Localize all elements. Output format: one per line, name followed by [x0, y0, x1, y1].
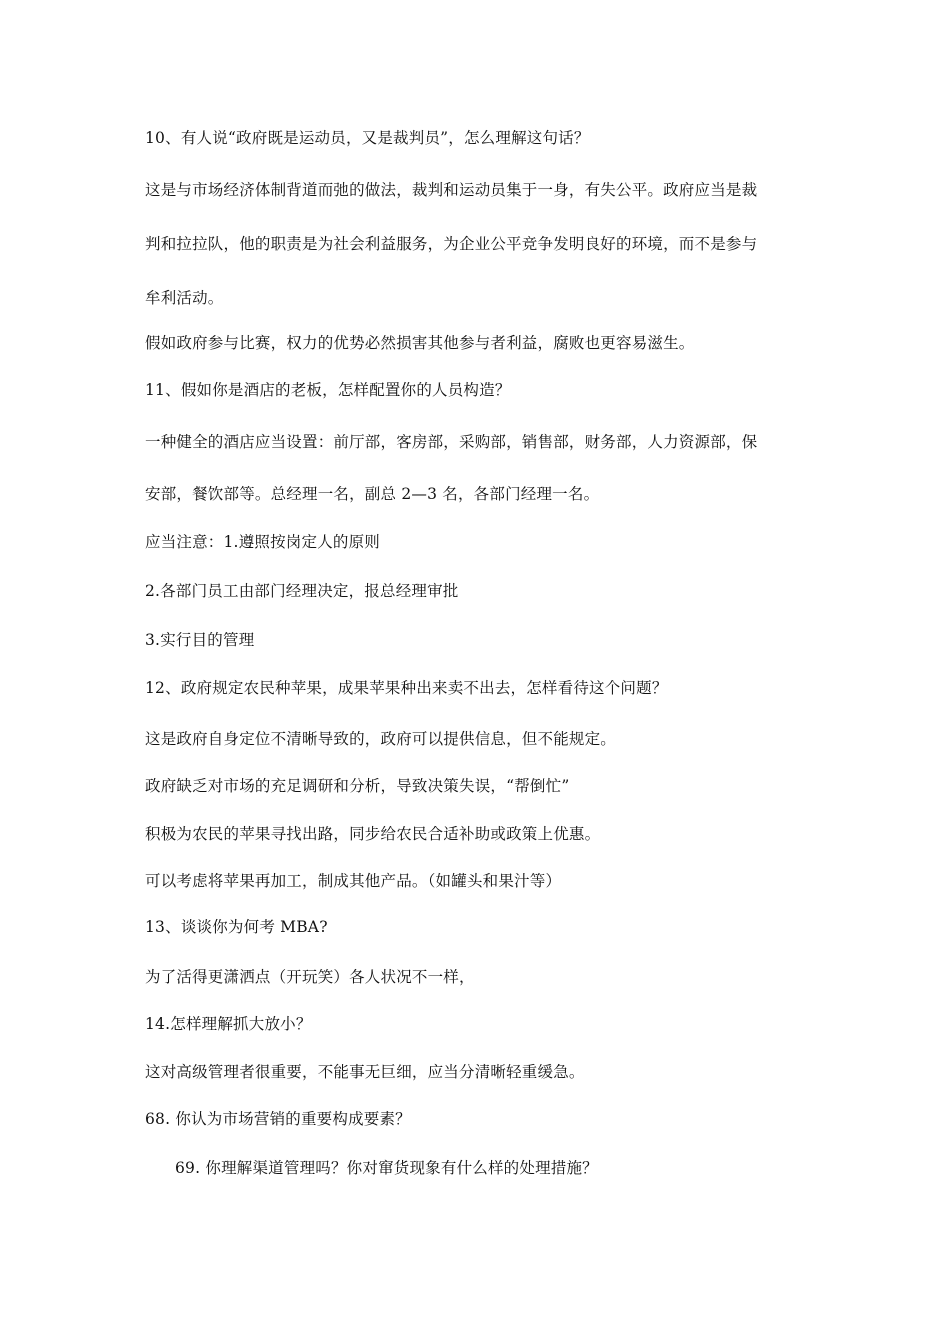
answer-12-line-3: 积极为农民的苹果寻找出路，同步给农民合适补助或政策上优惠。: [145, 825, 601, 843]
answer-11-line-5: 3.实行目的管理: [145, 631, 255, 649]
answer-11-line-1: 一种健全的酒店应当设置：前厅部，客房部，采购部，销售部，财务部，人力资源部，保: [145, 433, 758, 451]
question-14: 14.怎样理解抓大放小？: [145, 1015, 312, 1033]
question-13: 13、谈谈你为何考 MBA?: [145, 918, 328, 936]
answer-12-line-1: 这是政府自身定位不清晰导致的，政府可以提供信息，但不能规定。: [145, 730, 617, 748]
question-11: 11、假如你是酒店的老板，怎样配置你的人员构造？: [145, 381, 511, 399]
answer-10-line-4: 假如政府参与比赛，权力的优势必然损害其他参与者利益，腐败也更容易滋生。: [145, 334, 695, 352]
answer-14-line-1: 这对高级管理者很重要，不能事无巨细，应当分清晰轻重缓急。: [145, 1063, 585, 1081]
answer-10-line-3: 牟利活动。: [145, 289, 224, 307]
answer-10-line-1: 这是与市场经济体制背道而弛的做法，裁判和运动员集于一身，有失公平。政府应当是裁: [145, 181, 758, 199]
question-10: 10、有人说“政府既是运动员，又是裁判员”，怎么理解这句话？: [145, 129, 590, 147]
answer-12-line-4: 可以考虑将苹果再加工，制成其他产品。（如罐头和果汁等）: [145, 872, 562, 890]
answer-12-line-2: 政府缺乏对市场的充足调研和分析，导致决策失误，“帮倒忙”: [145, 777, 570, 795]
question-12: 12、政府规定农民种苹果，成果苹果种出来卖不出去，怎样看待这个问题？: [145, 679, 668, 697]
answer-13-line-1: 为了活得更潇洒点（开玩笑）各人状况不一样，: [145, 968, 475, 986]
question-68: 68. 你认为市场营销的重要构成要素？: [145, 1110, 411, 1128]
answer-11-line-3: 应当注意：1.遵照按岗定人的原则: [145, 533, 380, 551]
answer-11-line-2: 安部，餐饮部等。总经理一名，副总 2—3 名，各部门经理一名。: [145, 485, 600, 503]
answer-11-line-4: 2.各部门员工由部门经理决定，报总经理审批: [145, 582, 459, 600]
answer-10-line-2: 判和拉拉队，他的职责是为社会利益服务，为企业公平竞争发明良好的环境，而不是参与: [145, 235, 758, 253]
question-69: 69. 你理解渠道管理吗？你对窜货现象有什么样的处理措施？: [175, 1159, 598, 1177]
